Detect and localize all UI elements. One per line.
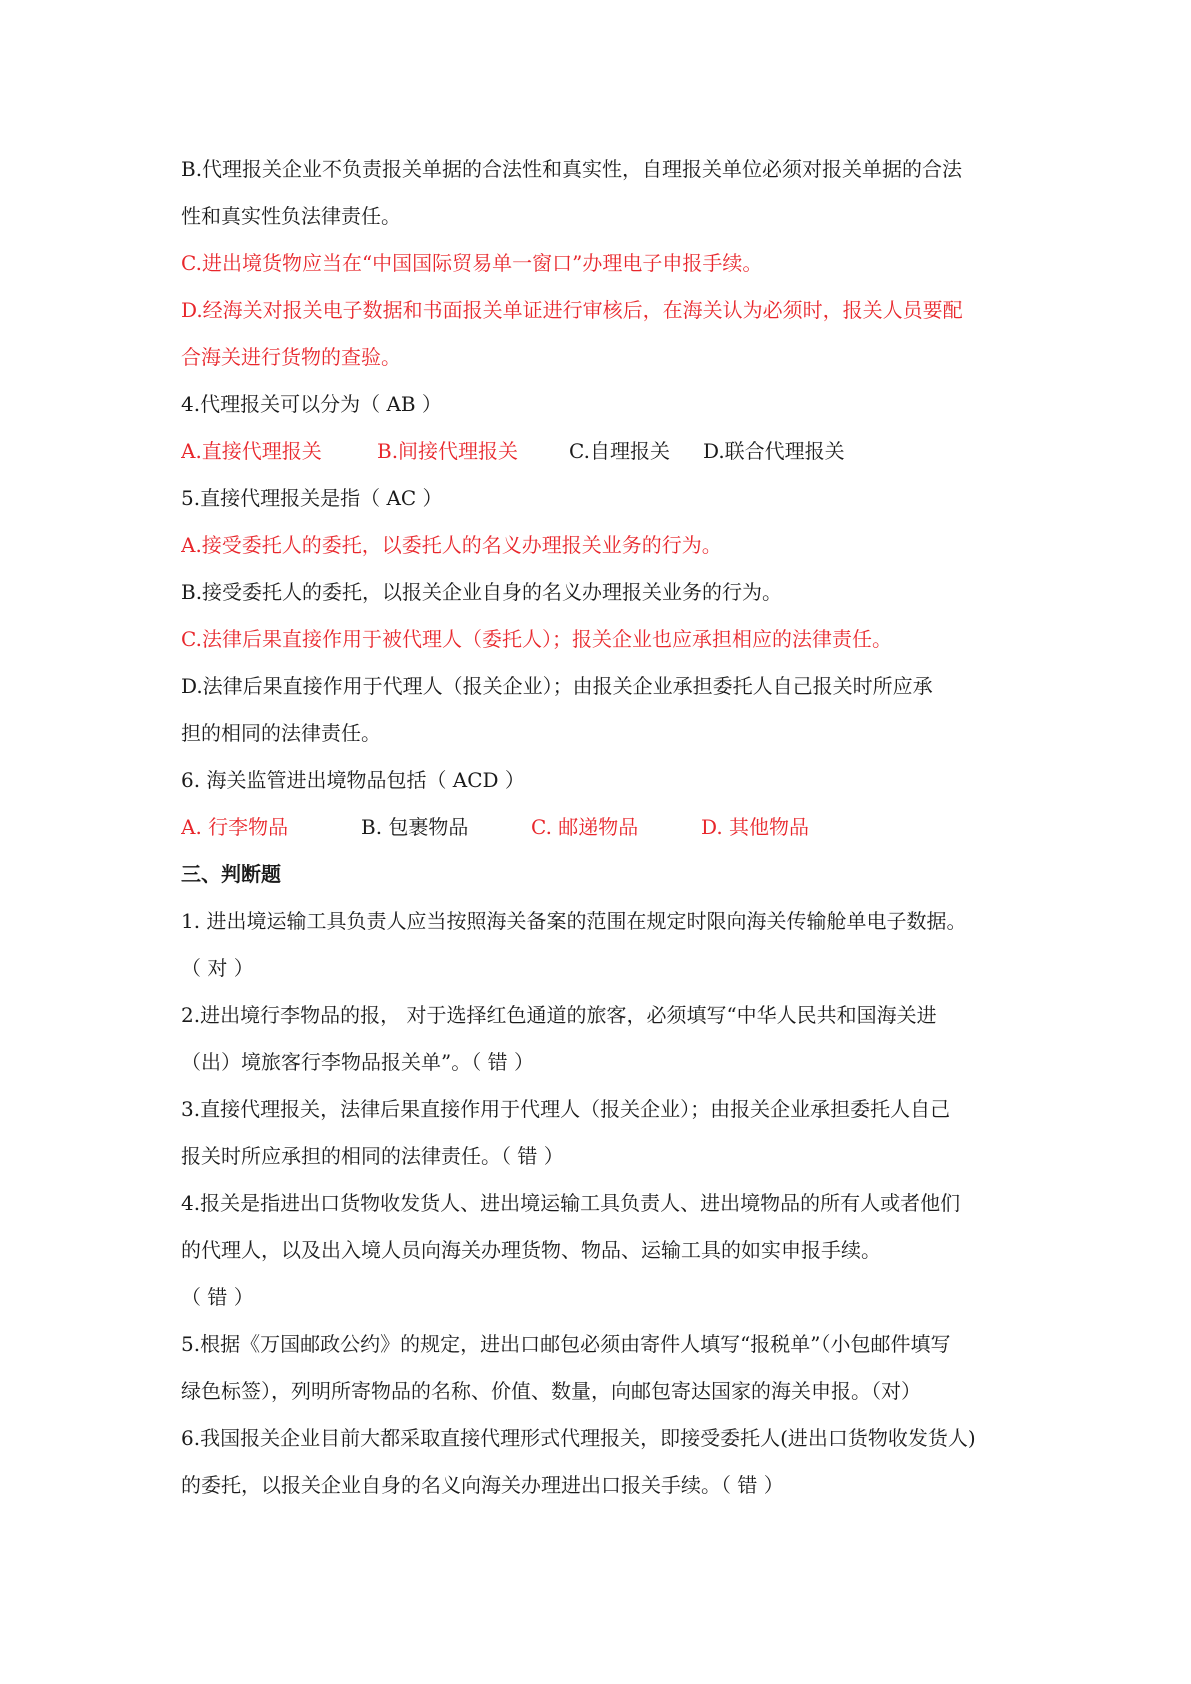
judgement-2-line1: 2.进出境行李物品的报， 对于选择红色通道的旅客，必须填写“中华人民共和国海关进: [181, 1003, 937, 1027]
q5-stem: 5.直接代理报关是指（ AC ）: [181, 486, 443, 510]
judgement-3-line1: 3.直接代理报关，法律后果直接作用于代理人（报关企业）；由报关企业承担委托人自己: [181, 1097, 951, 1121]
q4-option-a: A.直接代理报关: [181, 439, 322, 463]
q3-option-b-line2: 性和真实性负法律责任。: [181, 204, 401, 228]
judgement-2-line2: （出）境旅客行李物品报关单”。（ 错 ）: [181, 1050, 534, 1074]
q4-stem: 4.代理报关可以分为（ AB ）: [181, 392, 442, 416]
q6-option-a: A. 行李物品: [181, 815, 289, 839]
q5-option-c: C.法律后果直接作用于被代理人（委托人）；报关企业也应承担相应的法律责任。: [181, 627, 892, 651]
q3-option-b-line1: B.代理报关企业不负责报关单据的合法性和真实性，自理报关单位必须对报关单据的合法: [181, 157, 963, 181]
q6-stem: 6. 海关监管进出境物品包括（ ACD ）: [181, 768, 525, 792]
q6-options: [181, 804, 1021, 851]
q4-option-d: D.联合代理报关: [703, 439, 845, 463]
q4-option-c: C.自理报关: [569, 439, 670, 463]
judgement-4-answer: （ 错 ）: [181, 1285, 254, 1309]
q6-option-b: B. 包裹物品: [361, 815, 469, 839]
judgement-4-line1: 4.报关是指进出口货物收发货人、进出境运输工具负责人、进出境物品的所有人或者他们: [181, 1191, 961, 1215]
judgement-3-line2: 报关时所应承担的相同的法律责任。（ 错 ）: [181, 1144, 564, 1168]
judgement-5-line1: 5.根据《万国邮政公约》的规定，进出口邮包必须由寄件人填写“报税单”（小包邮件填写: [181, 1332, 951, 1356]
q5-option-d-line2: 担的相同的法律责任。: [181, 721, 381, 745]
judgement-6-line2: 的委托，以报关企业自身的名义向海关办理进出口报关手续。（ 错 ）: [181, 1473, 784, 1497]
q6-option-c: C. 邮递物品: [531, 815, 639, 839]
q3-option-d-line1: D.经海关对报关电子数据和书面报关单证进行审核后，在海关认为必须时，报关人员要配: [181, 298, 963, 322]
q5-option-b: B.接受委托人的委托，以报关企业自身的名义办理报关业务的行为。: [181, 580, 783, 604]
judgement-1-answer: （ 对 ）: [181, 956, 254, 980]
q3-option-c: C.进出境货物应当在“中国国际贸易单一窗口”办理电子申报手续。: [181, 251, 763, 275]
section-title-judgement: 三、判断题: [181, 862, 281, 886]
q5-option-d-line1: D.法律后果直接作用于代理人（报关企业）；由报关企业承担委托人自己报关时所应承: [181, 674, 933, 698]
judgement-5-line2: 绿色标签），列明所寄物品的名称、价值、数量，向邮包寄达国家的海关申报。（对）: [181, 1379, 921, 1403]
judgement-6-line1: 6.我国报关企业目前大都采取直接代理形式代理报关，即接受委托人(进出口货物收发货人): [181, 1426, 976, 1450]
judgement-1-line1: 1. 进出境运输工具负责人应当按照海关备案的范围在规定时限向海关传输舱单电子数据。: [181, 909, 967, 933]
q3-option-d-line2: 合海关进行货物的查验。: [181, 345, 401, 369]
document-page: [181, 146, 1021, 1509]
q6-option-d: D. 其他物品: [701, 815, 810, 839]
q4-option-b: B.间接代理报关: [377, 439, 519, 463]
q5-option-a: A.接受委托人的委托，以委托人的名义办理报关业务的行为。: [181, 533, 722, 557]
q4-options: [181, 428, 1021, 475]
judgement-4-line2: 的代理人，以及出入境人员向海关办理货物、物品、运输工具的如实申报手续。: [181, 1238, 881, 1262]
